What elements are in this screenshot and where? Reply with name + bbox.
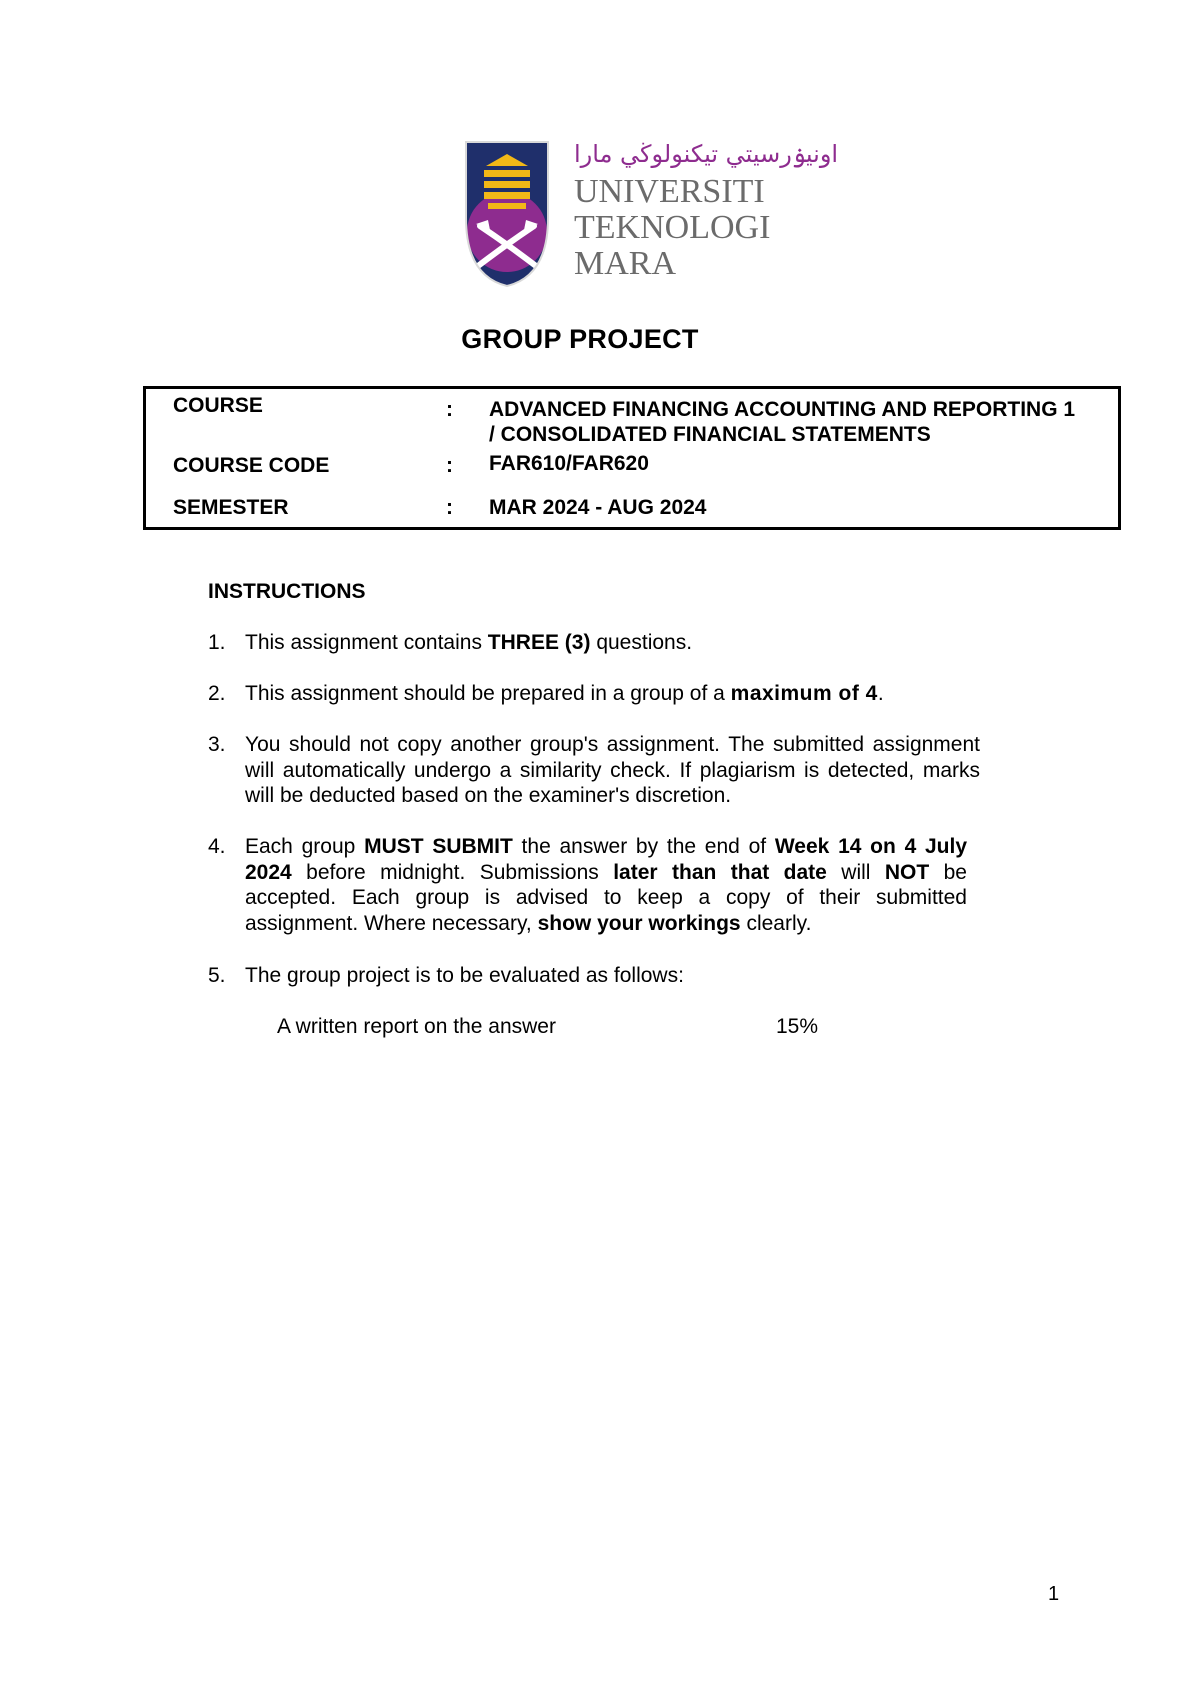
semester-value: MAR 2024 - AUG 2024 [489,496,707,519]
course-value [489,397,1109,447]
item-number: 2. [208,682,226,705]
item-text: This assignment should be prepared in a group of a maximum of 4. [245,682,884,705]
item-number: 4. [208,835,226,858]
evaluation-label: A written report on the answer [277,1015,556,1038]
page-number: 1 [1048,1583,1060,1605]
course-colon: : [446,398,453,421]
semester-colon: : [446,496,453,519]
course-label: COURSE [173,394,263,417]
course-value-line1: ADVANCED FINANCING ACCOUNTING AND REPORTING 1 [489,398,1076,421]
item-number: 5. [208,964,226,987]
course-code-label: COURSE CODE [173,454,330,477]
course-value-line2: / CONSOLIDATED FINANCIAL STATEMENTS [489,423,931,446]
uitm-crest-icon [462,140,839,290]
logo-line3: MARA [574,245,677,282]
course-code-value: FAR610/FAR620 [489,452,649,475]
logo-arabic-text: اونيۏرسيتي تيكنولوڬي مارا [574,140,839,168]
item-number: 3. [208,733,226,756]
evaluation-value: 15% [776,1015,819,1038]
course-code-colon: : [446,454,453,477]
item-text: The group project is to be evaluated as follows: [245,964,684,987]
logo-line2: TEKNOLOGI [574,209,771,246]
logo-line1: UNIVERSITI [574,173,765,210]
item-text: You should not copy another group's assignment. The submitted assignment will automatically undergo a similarity check. If plagiarism is detected, marks will be deducted based on the examiner's discretion. [245,733,980,807]
item-text: This assignment contains THREE (3) questions. [245,631,693,654]
item-number: 1. [208,631,226,654]
page-title: GROUP PROJECT [461,324,699,354]
item-text: Each group MUST SUBMIT the answer by the end of Week 14 on 4 July 2024 before midnight. Submissions later than that date will NOT be accepted. Each group is advised to keep a copy of their submitted assignment. Where necessary, show your workings clearly. [245,835,968,935]
semester-label: SEMESTER [173,496,289,519]
course-info-box [143,386,1121,530]
instructions-heading: INSTRUCTIONS [208,580,366,603]
university-logo [462,140,839,290]
